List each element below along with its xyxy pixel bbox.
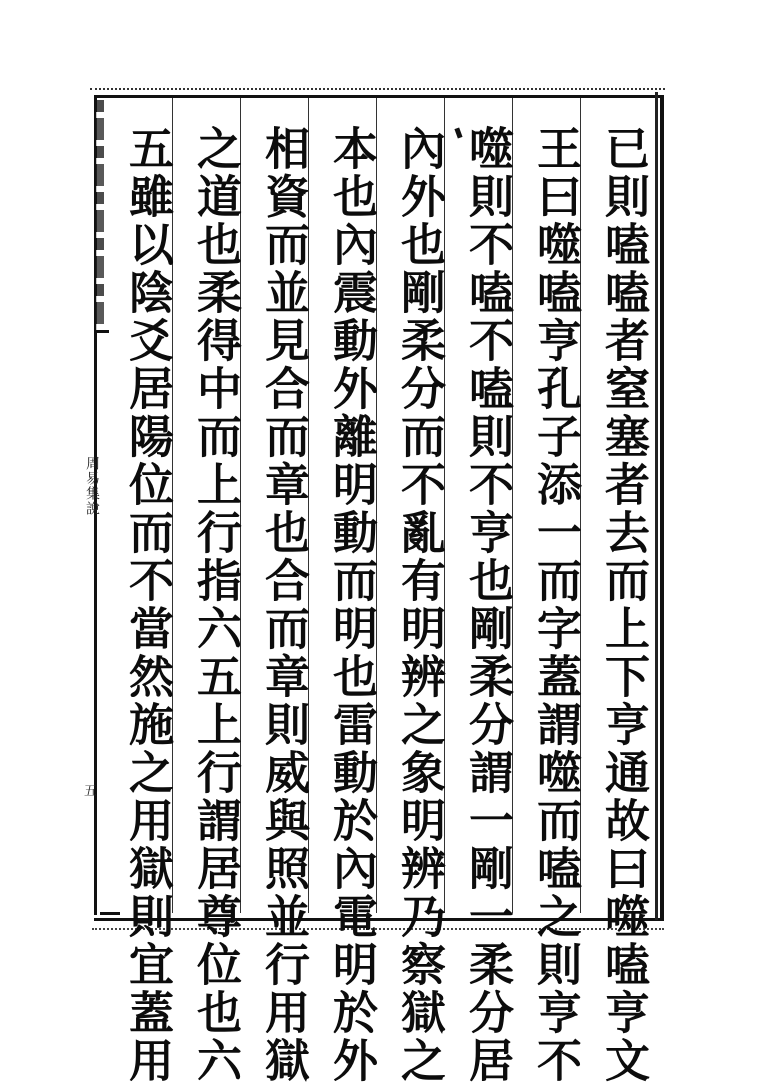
text-column-6: 相資而並見合而章也合而章則威與照並行用獄 xyxy=(257,125,310,1085)
folio-number: 五 xyxy=(84,784,98,799)
text-column-5: 本也內震動外離明動而明也雷動於內電明於外 xyxy=(325,125,378,1085)
fishtail-rule xyxy=(95,330,109,343)
text-column-1: 已則嗑嗑者窒塞者去而上下亨通故曰噬嗑亨文 xyxy=(597,125,650,1085)
text-column-4: 內外也剛柔分而不亂有明辨之象明辨乃察獄之 xyxy=(393,125,446,1085)
text-column-3: 噬則不嗑不嗑則不亨也剛柔分謂一剛一柔分居 xyxy=(461,125,514,1085)
text-column-7: 之道也柔得中而上行指六五上行謂居尊位也六 xyxy=(189,125,242,1085)
text-column-8: 五雖以陰爻居陽位而不當然施之用獄則宜蓋用 xyxy=(121,125,174,1085)
fishtail-mark xyxy=(96,100,104,330)
text-column-2: 王曰噬嗑亨孔子添一而字蓋謂噬而嗑之則亨不 xyxy=(529,125,582,1085)
running-title: 周易集說 xyxy=(84,456,100,516)
frame-right-rule xyxy=(655,92,658,920)
bottom-tick xyxy=(100,912,120,915)
